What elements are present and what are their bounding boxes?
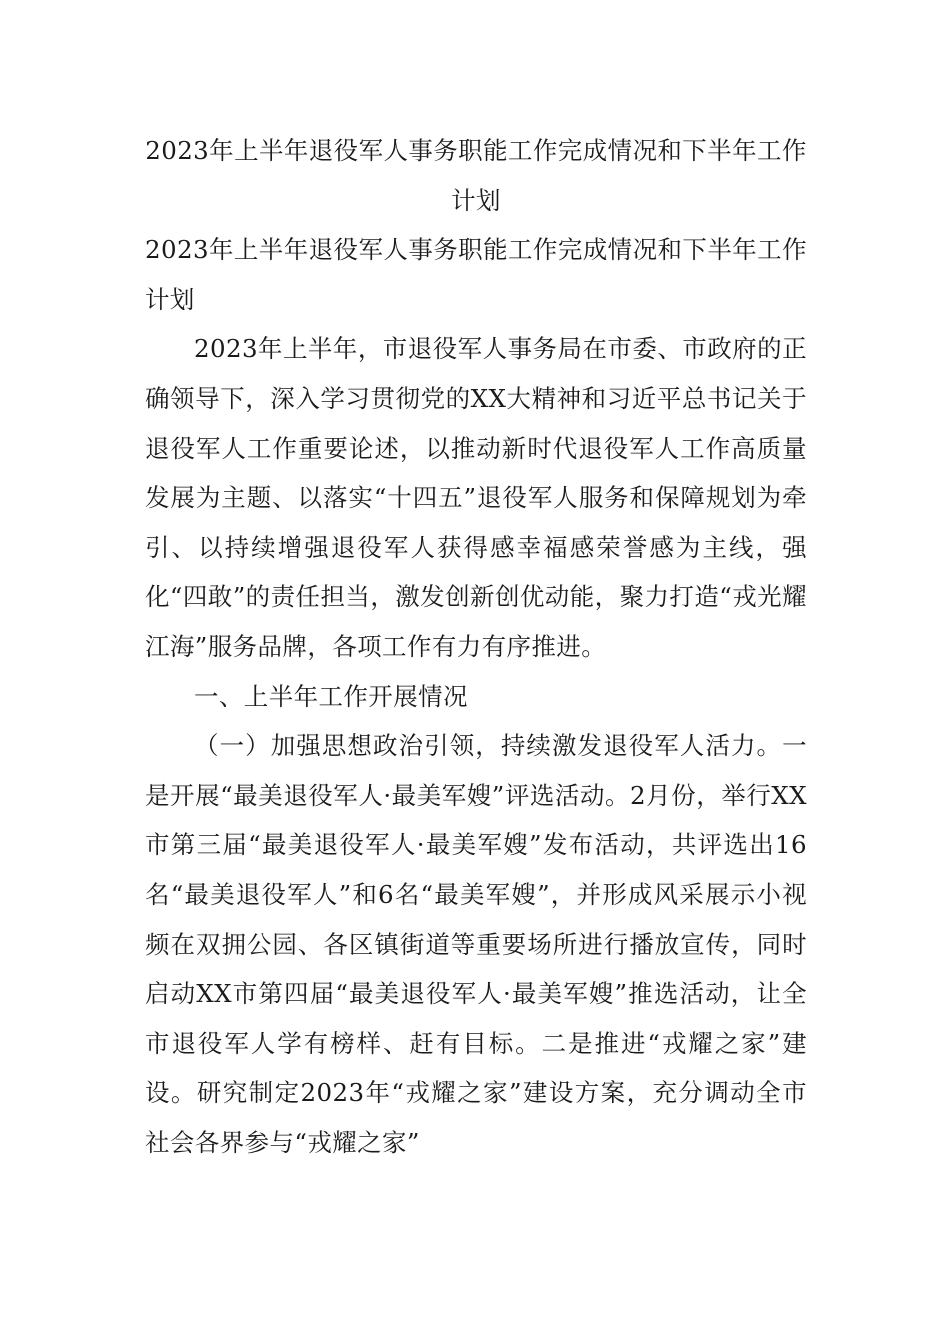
document-body — [145, 126, 807, 1167]
intro-paragraph: 2023年上半年，市退役军人事务局在市委、市政府的正确领导下，深入学习贯彻党的XX大精神和习近平总书记关于退役军人工作重要论述，以推动新时代退役军人工作高质量发展为主题、以落实“十四五”退役军人服务和保障规划为牵引、以持续增强退役军人获得感幸福感荣誉感为主线，强化“四敢”的责任担当，激发创新创优动能，聚力打造“戎光耀江海”服务品牌，各项工作有力有序推进。 — [145, 334, 807, 661]
section-1-paragraph: （一）加强思想政治引领，持续激发退役军人活力。一是开展“最美退役军人·最美军嫂”评选活动。2月份，举行XX市第三届“最美退役军人·最美军嫂”发布活动，共评选出16名“最美退役军人”和6名“最美军嫂”，并形成风采展示小视频在双拥公园、各区镇街道等重要场所进行播放宣传，同时启动XX市第四届“最美退役军人·最美军嫂”推选活动，让全市退役军人学有榜样、赶有目标。二是推进“戎耀之家”建设。研究制定2023年“戎耀之家”建设方案，充分调动全市社会各界参与“戎耀之家” — [145, 731, 807, 1157]
document-subtitle: 2023年上半年退役军人事务职能工作完成情况和下半年工作计划 — [145, 235, 807, 314]
section-heading: 一、上半年工作开展情况 — [194, 681, 468, 711]
document-title: 2023年上半年退役军人事务职能工作完成情况和下半年工作计划 — [145, 136, 807, 215]
